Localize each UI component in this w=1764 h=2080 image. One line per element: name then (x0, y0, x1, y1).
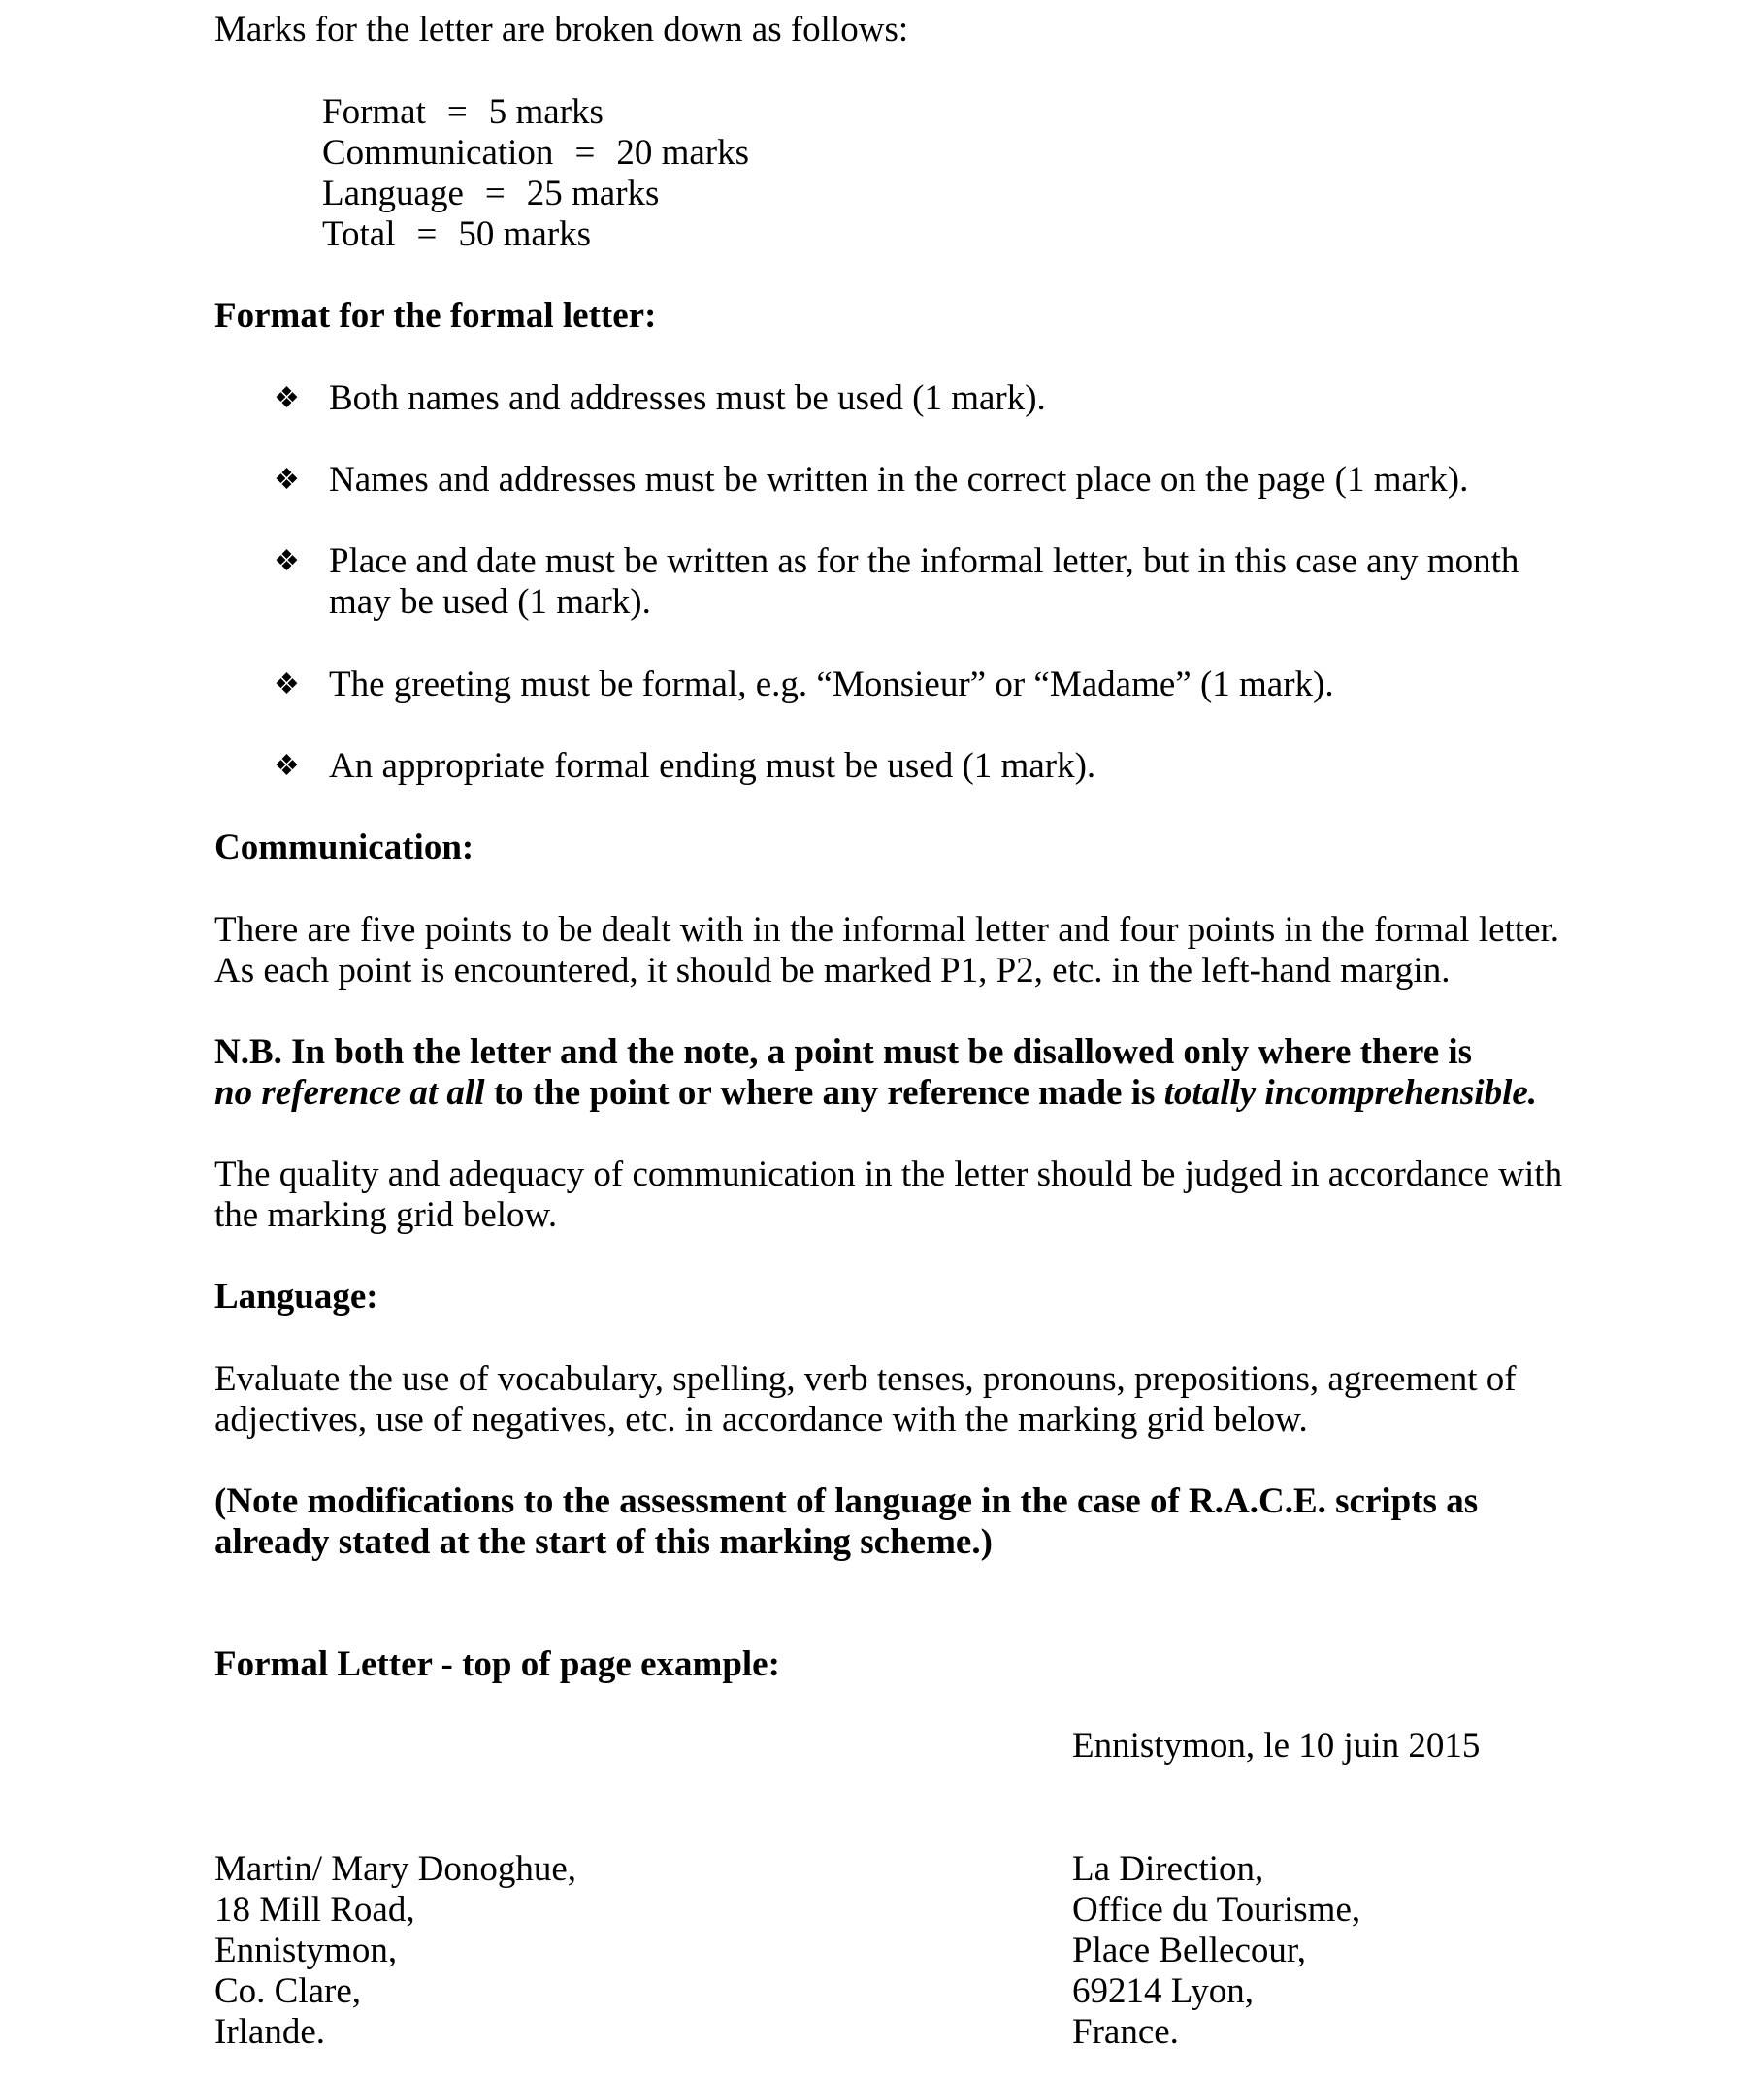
nb-emphasis-a: no reference at all (214, 1073, 485, 1113)
recipient-line: Place Bellecour, (1072, 1931, 1306, 1970)
communication-para2-line2: the marking grid below. (214, 1195, 558, 1235)
intro-text: Marks for the letter are broken down as follows: (214, 10, 909, 49)
recipient-line: France. (1072, 2012, 1179, 2052)
sender-line: Ennistymon, (214, 1931, 398, 1970)
breakdown-row-language (322, 174, 659, 214)
breakdown-row-communication (322, 133, 749, 174)
sender-line: Co. Clare, (214, 1971, 362, 2011)
breakdown-equals: = (484, 174, 506, 213)
sender-line: 18 Mill Road, (214, 1890, 415, 1930)
bullet-icon: ❖ (274, 750, 300, 782)
breakdown-equals: = (446, 92, 468, 132)
nb-line1: N.B. In both the letter and the note, a point must be disallowed only where there is (214, 1032, 1473, 1072)
nb-line2 (214, 1073, 1537, 1114)
example-heading: Formal Letter - top of page example: (214, 1644, 780, 1684)
nb-middle: to the point or where any reference made is (484, 1073, 1164, 1113)
breakdown-equals: = (416, 214, 438, 254)
bullet-icon: ❖ (274, 668, 300, 700)
breakdown-label: Format (322, 92, 426, 132)
breakdown-value: 50 marks (458, 214, 592, 254)
recipient-line: Office du Tourisme, (1072, 1890, 1361, 1930)
breakdown-label: Communication (322, 133, 554, 173)
communication-heading: Communication: (214, 828, 474, 867)
format-point-4: The greeting must be formal, e.g. “Monsieur” or “Madame” (1 mark). (329, 665, 1334, 704)
breakdown-label: Total (322, 214, 396, 254)
sender-line: Martin/ Mary Donoghue, (214, 1849, 577, 1889)
sender-line: Irlande. (214, 2012, 326, 2052)
language-note-line2: already stated at the start of this marking scheme.) (214, 1522, 993, 1562)
breakdown-equals: = (574, 133, 596, 173)
communication-para1-line1: There are five points to be dealt with in the informal letter and four points in the formal letter. (214, 910, 1560, 950)
format-point-1: Both names and addresses must be used (1 mark). (329, 378, 1046, 418)
breakdown-value: 25 marks (526, 174, 660, 213)
language-heading: Language: (214, 1277, 378, 1316)
recipient-line: 69214 Lyon, (1072, 1971, 1255, 2011)
language-note-line1: (Note modifications to the assessment of language in the case of R.A.C.E. scripts as (214, 1481, 1479, 1521)
format-point-2: Names and addresses must be written in the correct place on the page (1 mark). (329, 460, 1469, 500)
breakdown-value: 5 marks (488, 92, 604, 132)
recipient-line: La Direction, (1072, 1849, 1264, 1889)
bullet-icon: ❖ (274, 382, 300, 414)
language-para-line2: adjectives, use of negatives, etc. in accordance with the marking grid below. (214, 1400, 1308, 1440)
example-place-date: Ennistymon, le 10 juin 2015 (1072, 1726, 1481, 1766)
format-point-3-line2: may be used (1 mark). (329, 582, 651, 622)
format-point-5: An appropriate formal ending must be used (1 mark). (329, 746, 1096, 786)
format-point-3-line1: Place and date must be written as for the informal letter, but in this case any month (329, 541, 1519, 581)
format-heading: Format for the formal letter: (214, 296, 657, 336)
breakdown-value: 20 marks (616, 133, 749, 173)
breakdown-label: Language (322, 174, 464, 213)
bullet-icon: ❖ (274, 545, 300, 577)
communication-para1-line2: As each point is encountered, it should be marked P1, P2, etc. in the left-hand margin. (214, 951, 1451, 991)
communication-para2-line1: The quality and adequacy of communication in the letter should be judged in accordance with (214, 1154, 1563, 1194)
language-para-line1: Evaluate the use of vocabulary, spelling, verb tenses, pronouns, prepositions, agreement of (214, 1359, 1517, 1399)
bullet-icon: ❖ (274, 464, 300, 496)
nb-emphasis-b: totally incomprehensible. (1163, 1073, 1538, 1113)
breakdown-row-format (322, 92, 604, 133)
breakdown-row-total (322, 214, 591, 255)
